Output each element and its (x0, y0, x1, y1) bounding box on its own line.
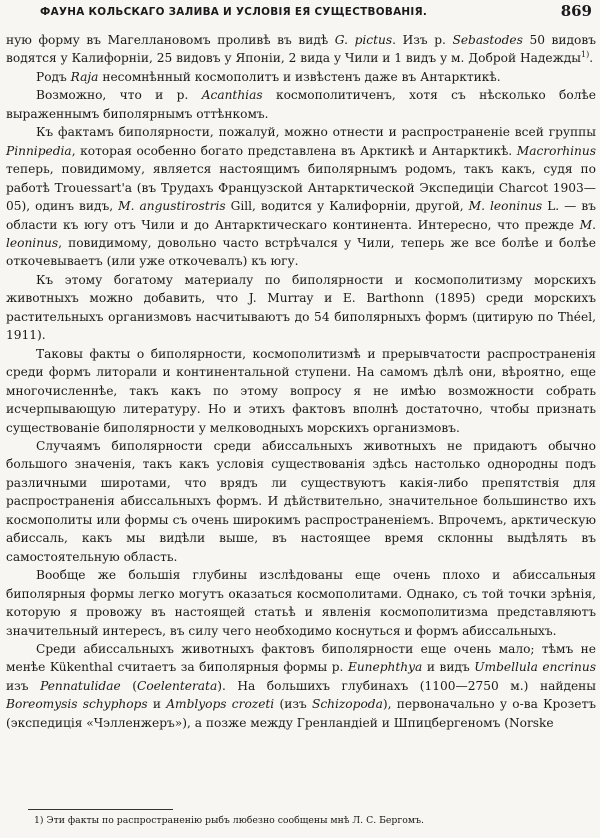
text-run: и видъ (422, 660, 475, 675)
italic-term: Schizopoda (311, 697, 383, 712)
italic-term: Pinnipedia (6, 143, 72, 158)
text-run: Возможно, что и р. (36, 88, 202, 103)
text-run: L. — въ области къ югу отъ Чили и до Антарктическаго континента. Интересно, что прежде (6, 199, 596, 232)
text-run: Таковы факты о биполярности, космополитизмѣ и прерывчатости распространенія среди формъ литорали и континентальной ступени. На самомъ дѣлѣ они, вѣроятно, еще многочисленнѣе, такъ какъ по этому вопросу я не имѣю возможности собрать исчерпывающую литературу. Но и этихъ фактовъ вполнѣ достаточно, чтобы признать существованіе биполярности у мелководныхъ морскихъ организмовъ. (6, 346, 596, 435)
italic-term: Raja (70, 69, 99, 84)
text-run: ( (120, 678, 138, 693)
italic-term: Macrorhinus (516, 143, 596, 158)
italic-term: M. leoninus (6, 217, 596, 250)
italic-term: M. angustirostris (118, 199, 226, 214)
paragraph-p3 (6, 86, 596, 123)
text-run: Gill, водится у Калифорніи, другой, (225, 199, 469, 214)
text-run: ную форму въ Магеллановомъ проливѣ въ видѣ (6, 33, 335, 47)
footnote-divider (28, 809, 173, 810)
text-run: . (589, 51, 594, 66)
text-run: изъ (6, 678, 41, 693)
text-run: Къ фактамъ биполярности, пожалуй, можно отнести и распространеніе всей группы (36, 125, 596, 140)
paragraph-p2 (6, 68, 596, 86)
text-run: и (147, 697, 167, 712)
text-run: Родъ (36, 69, 71, 84)
running-head: ФАУНА КОЛЬСКАГО ЗАЛИВА И УСЛОВІЯ ЕЯ СУЩЕСТВОВАНІЯ. (40, 6, 428, 18)
text-run: (изъ (274, 697, 312, 712)
italic-term: Acanthias (201, 88, 263, 103)
text-run: Вообще же большія глубины изслѣдованы еще очень плохо и абиссальныя биполярныя формы легко могутъ оказаться космополитами. Однако, съ той точки зрѣнія, которую я провожу въ настоящей статьѣ и явленія космополитизма представляютъ значительный интересъ, въ силу чего необходимо коснуться и формъ абиссальныхъ. (6, 568, 596, 638)
italic-term: Coelenterata (137, 678, 218, 693)
italic-term: Pennatulidae (40, 678, 121, 693)
text-run: Среди абиссальныхъ животныхъ фактовъ биполярности еще очень мало; тѣмъ не менѣе Kükenthal считаетъ за биполярныя формы р. (6, 641, 596, 675)
italic-term: M. leoninus (468, 199, 543, 214)
paragraph-p1 (6, 31, 596, 68)
italic-term: Eunephthya (347, 660, 423, 675)
italic-term: Umbellula encrinus (474, 660, 596, 675)
italic-term: Boreomysis schyphops (6, 697, 148, 712)
footnote: 1) Эти факты по распространенію рыбъ любезно сообщены мнѣ Л. С. Бергомъ. (34, 815, 424, 826)
text-run: , которая особенно богато представлена въ Арктикѣ и Антарктикѣ. (71, 143, 517, 158)
paragraph-p9 (6, 640, 596, 732)
text-run: космополитиченъ, хотя съ нѣсколько болѣе выраженнымъ биполярнымъ оттѣнкомъ. (6, 88, 596, 121)
paragraph-p6 (6, 345, 596, 437)
footnote-marker: 1) (581, 50, 590, 60)
paragraph-p8 (6, 566, 596, 640)
text-run: , повидимому, довольно часто встрѣчался у Чили, теперь же все болѣе и болѣе откочевываетъ (или уже откочевалъ) къ югу. (6, 235, 596, 269)
text-run: Къ этому богатому материалу по биполярности и космополитизму морскихъ животныхъ можно добавить, что J. Murray и E. Barthonn (1895) среди морскихъ растительныхъ организмовъ насчитываютъ до 54 биполярныхъ формъ (цитирую по Théel, 1911). (6, 272, 596, 343)
page-number: 869 (560, 2, 592, 20)
paragraph-p4 (6, 123, 596, 271)
text-run: ). На большихъ глубинахъ (1100—2750 м.) найдены (217, 678, 596, 693)
text-run: 50 видовъ водятся у Калифорніи, 25 видовъ у Японіи, 2 вида у Чили и 1 видъ у м. Доброй Надежды (6, 33, 596, 66)
page-header (40, 2, 596, 24)
text-run: несомнѣнный космополитъ и извѣстенъ даже въ Антарктикѣ. (98, 69, 501, 84)
body-text (6, 31, 596, 732)
paragraph-p7 (6, 437, 596, 566)
text-run: ), первоначально у о-ва Крозетъ (экспедиція «Чэлленжеръ»), а позже между Гренландіей и Шпицбергеномъ (Norske (6, 697, 596, 730)
text-run: Случаямъ биполярности среди абиссальныхъ животныхъ не придаютъ обычно большого значенія, такъ какъ условія существованія здѣсь настолько однородны подъ различными широтами, что врядъ ли существуютъ какія-либо препятствія для распространенія абиссальныхъ формъ. И дѣйствительно, значительное большинство ихъ космополиты или формы съ очень широкимъ распространеніемъ. Впрочемъ, арктическую абиссаль, какъ мы видѣли выше, въ настоящее время склонны выдѣлять въ самостоятельную область. (6, 438, 596, 564)
paragraph-p5 (6, 271, 596, 345)
text-run: . Изъ р. (392, 33, 453, 47)
text-run: теперь, повидимому, является настоящимъ биполярнымъ родомъ, такъ какъ, судя по работѣ Trouessart'a (въ Трудахъ Французской Антарктической Экспедиціи Charcot 1903—05), одинъ видъ, (6, 162, 596, 214)
italic-term: Amblyops crozeti (166, 697, 275, 712)
italic-term: Sebastodes (452, 33, 523, 47)
italic-term: G. pictus (334, 33, 393, 47)
